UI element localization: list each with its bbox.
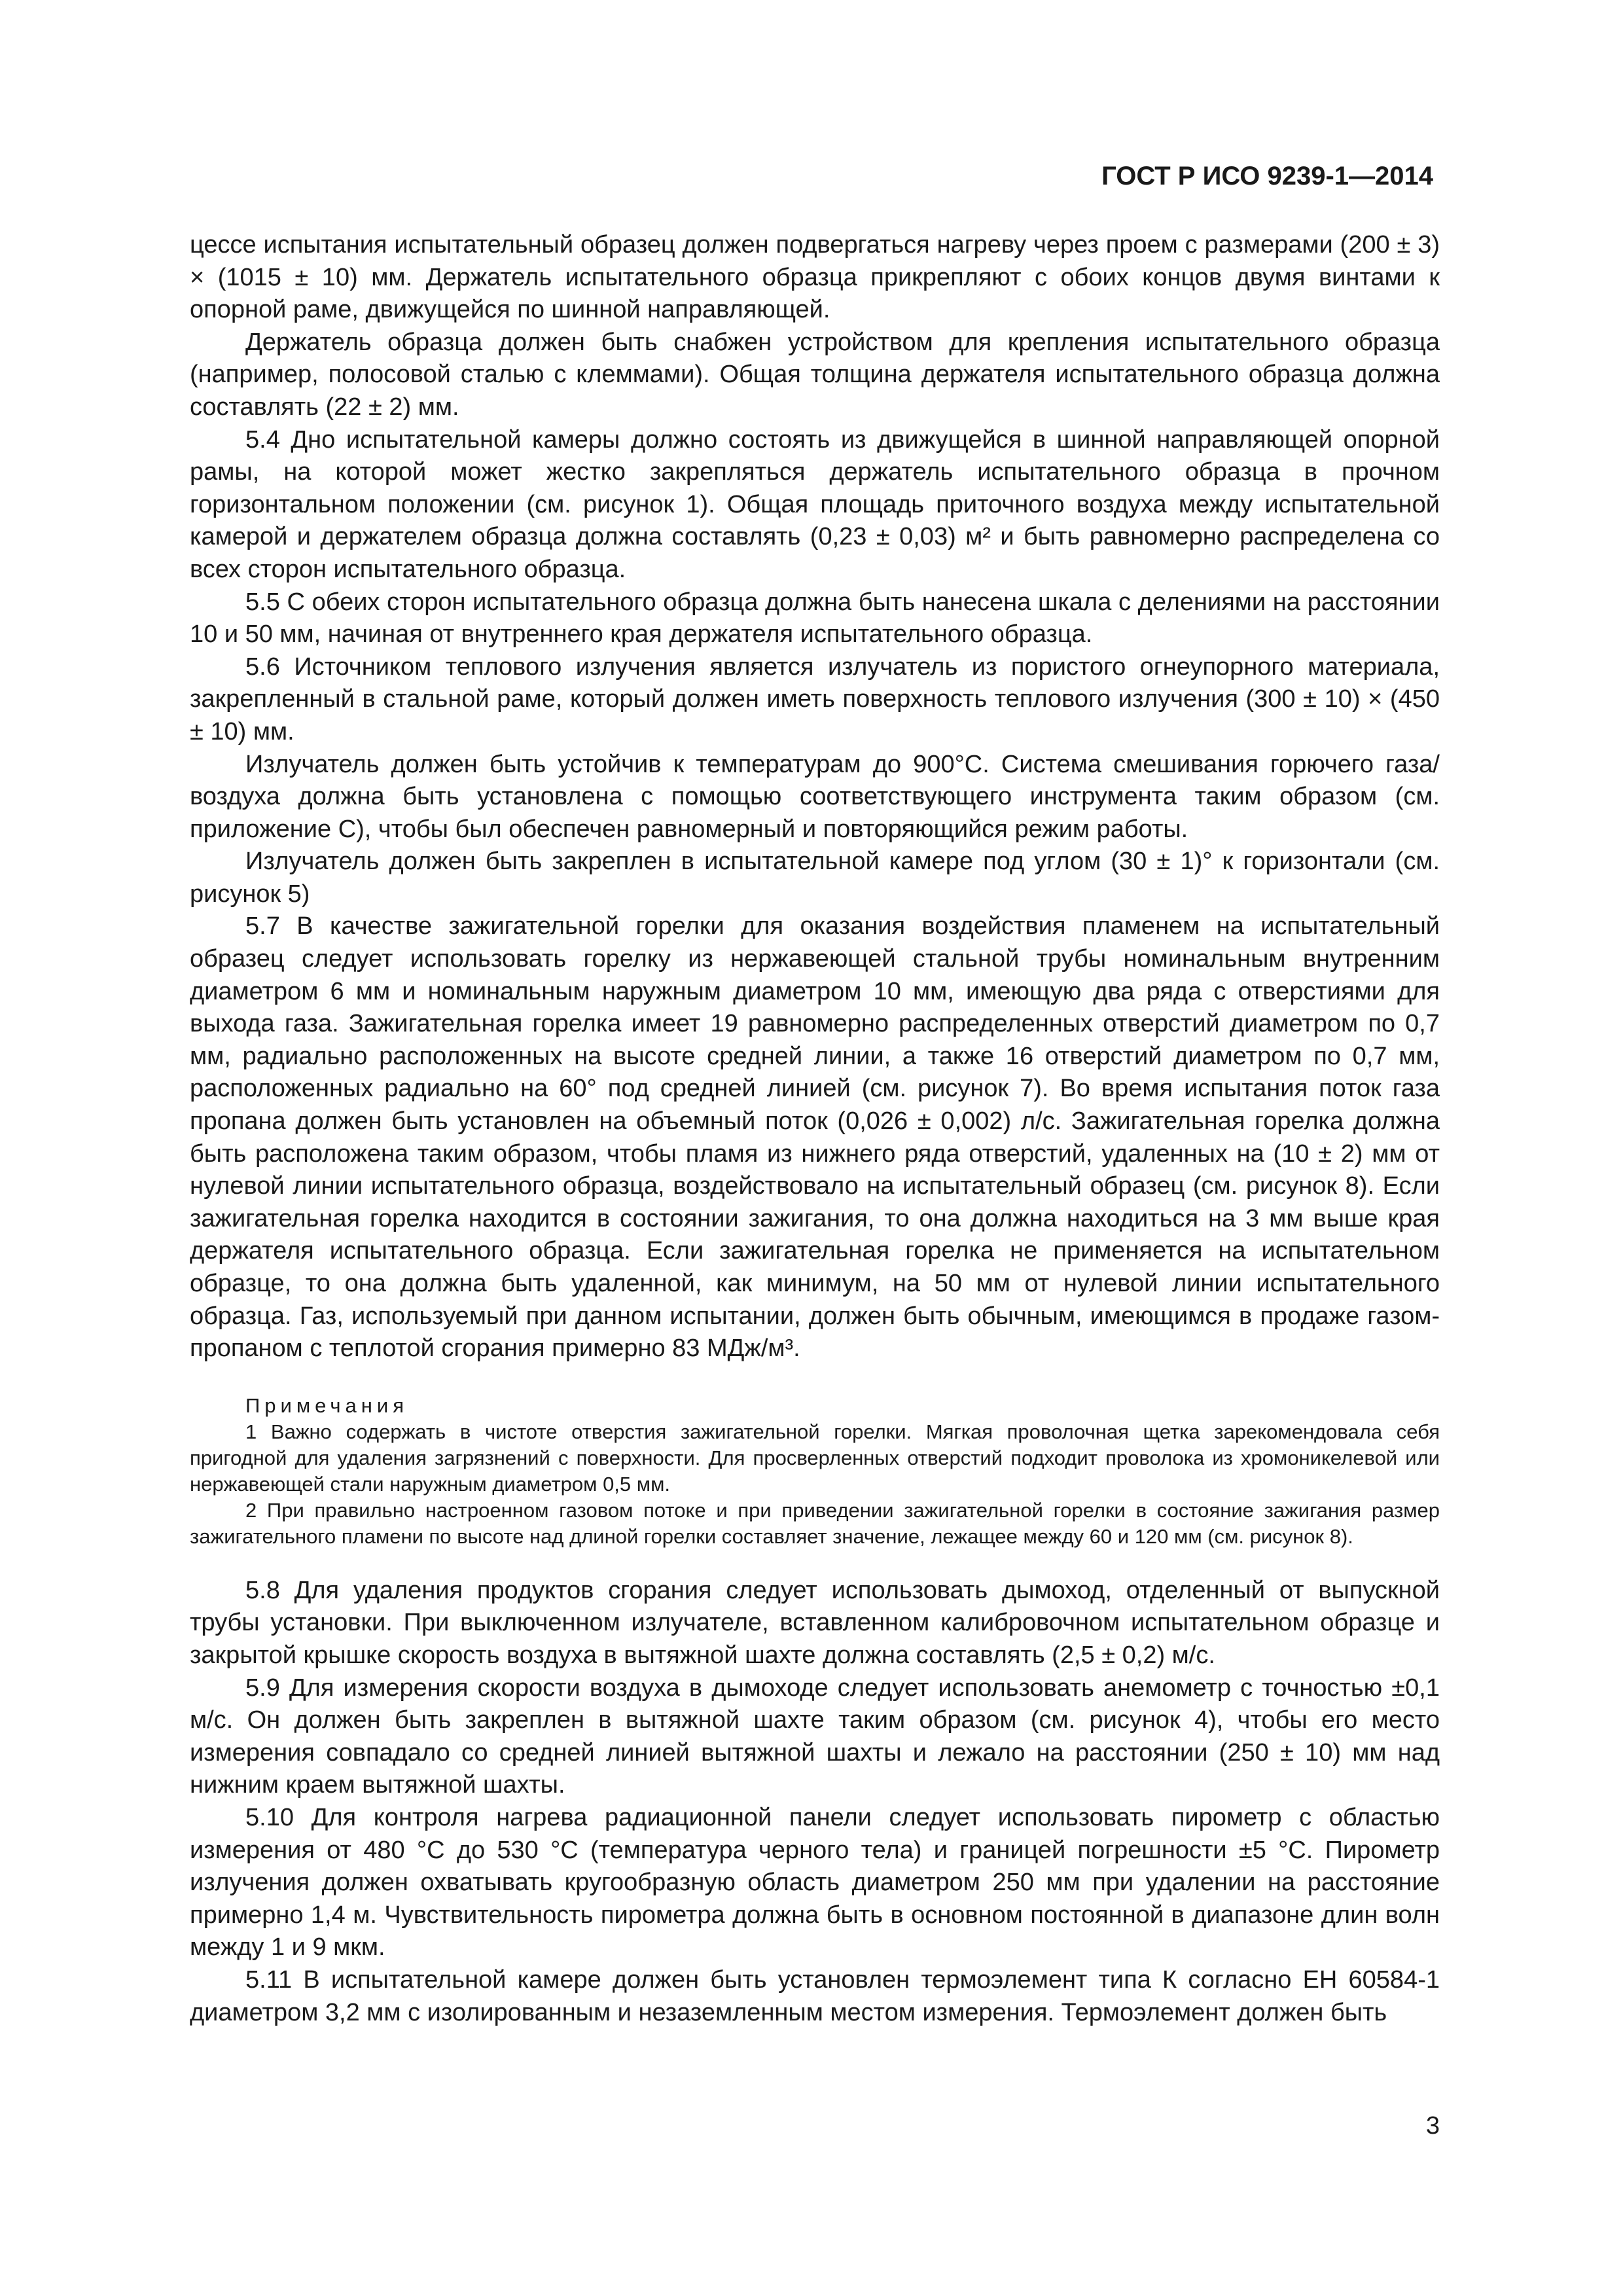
paragraph-5-9: 5.9 Для измерения скорости воздуха в дымоходе следует использовать анемометр с точностью ±0,1 м/с. Он должен быть закреплен в вытяжной шахте таким образом (см. рисунок 4), чтобы его место измерения совпадало со средней линией вытяжной шахты и лежало на расстоянии (250 ± 10) мм над нижним краем вытяжной шахты. xyxy=(190,1674,1440,1799)
paragraph-5-6: 5.6 Источником теплового излучения является излучатель из пористого огнеупорного материала, закрепленный в стальной раме, который должен иметь поверхность теплового излучения (300 ± 10) × (450 ± 10) мм. xyxy=(190,653,1440,745)
paragraph-5-5: 5.5 С обеих сторон испытательного образца должна быть нанесена шкала с делениями на расстоянии 10 и 50 мм, начиная от внутреннего края держателя испытательного образца. xyxy=(190,588,1440,649)
notes-block xyxy=(190,1393,1440,1550)
paragraph-holder: Держатель образца должен быть снабжен устройством для крепления испытательного образца (например, полосовой сталью с клеммами). Общая толщина держателя испытательного образца должна составлять (22 ± 2) мм. xyxy=(190,328,1440,421)
paragraph-5-8: 5.8 Для удаления продуктов сгорания следует использовать дымоход, отделенный от выпускной трубы установки. При выключенном излучателе, вставленном калибровочном испытательном образце и закрытой крышке скорость воздуха в вытяжной шахте должна составлять (2,5 ± 0,2) м/с. xyxy=(190,1576,1440,1669)
paragraph-radiator-stability: Излучатель должен быть устойчив к температурам до 900°С. Система смешивания горючего газа/воздуха должна быть установлена с помощью соответствующего инструмента таким образом (см. приложение С), чтобы был обеспечен равномерный и повторяющийся режим работы. xyxy=(190,750,1440,843)
page-number: 3 xyxy=(1425,2112,1440,2140)
document-header: ГОСТ Р ИСО 9239-1—2014 xyxy=(1101,162,1433,190)
document-body xyxy=(190,229,1440,2029)
note-item-2: 2 При правильно настроенном газовом потоке и при приведении зажигательной горелки в состояние зажигания размер зажигательного пламени по высоте над длиной горелки составляет значение, лежащее между 60 и 120 мм (см. рисунок 8). xyxy=(190,1498,1440,1548)
paragraph-5-4: 5.4 Дно испытательной камеры должно состоять из движущейся в шинной направляющей опорной рамы, на которой может жестко закрепляться держатель испытательного образца в прочном горизонтальном положении (см. рисунок 1). Общая площадь приточного воздуха между испытательной камерой и держателем образца должна составлять (0,23 ± 0,03) м² и быть равномерно распределена со всех сторон испытательного образца. xyxy=(190,425,1440,583)
paragraph-5-10: 5.10 Для контроля нагрева радиационной панели следует использовать пирометр с областью измерения от 480 °С до 530 °С (температура черного тела) и границей погрешности ±5 °С. Пирометр излучения должен охватывать кругообразную область диаметром 250 мм при удалении на расстояние примерно 1,4 м. Чувствительность пирометра должна быть в основном постоянной в диапазоне длин волн между 1 и 9 мкм. xyxy=(190,1803,1440,1962)
paragraph-5-7: 5.7 В качестве зажигательной горелки для оказания воздействия пламенем на испытательный образец следует использовать горелку из нержавеющей стальной трубы номинальным внутренним диаметром 6 мм и номинальным наружным диаметром 10 мм, имеющую два ряда с отверстиями для выхода газа. Зажигательная горелка имеет 19 равномерно распределенных отверстий диаметром по 0,7 мм, радиально расположенных на высоте средней линии, а также 16 отверстий диаметром по 0,7 мм, расположенных радиально на 60° под средней линией (см. рисунок 7). Во время испытания поток газа пропана должен быть установлен на объемный поток (0,026 ± 0,002) л/с. Зажигательная горелка должна быть расположена таким образом, чтобы пламя из нижнего ряда отверстий, удаленных на (10 ± 2) мм от нулевой линии испытательного образца, воздействовало на испытательный образец (см. рисунок 8). Если зажигательная горелка находится в состоянии зажигания, то она должна находиться на 3 мм выше края держателя испытательного образца. Если зажигательная горелка не применяется на испытательном образце, то она должна быть удаленной, как минимум, на 50 мм от нулевой линии испытательного образца. Газ, используемый при данном испытании, должен быть обычным, имеющимся в продаже газом-пропаном с теплотой сгорания примерно 83 МДж/м³. xyxy=(190,912,1440,1363)
paragraph-continuation: цессе испытания испытательный образец должен подвергаться нагреву через проем с размерами (200 ± 3) × (1015 ± 10) мм. Держатель испытательного образца прикрепляют с обоих концов двумя винтами к опорной раме, движущейся по шинной направляющей. xyxy=(190,231,1440,324)
paragraph-radiator-angle: Излучатель должен быть закреплен в испытательной камере под углом (30 ± 1)° к горизонтали (см. рисунок 5) xyxy=(190,848,1440,908)
notes-title: Примечания xyxy=(245,1393,408,1417)
paragraph-5-11: 5.11 В испытательной камере должен быть установлен термоэлемент типа К согласно ЕН 60584-1 диаметром 3,2 мм с изолированным и незаземленным местом измерения. Термоэлемент должен быть xyxy=(190,1965,1440,2026)
note-item-1: 1 Важно содержать в чистоте отверстия зажигательной горелки. Мягкая проволочная щетка зарекомендовала себя пригодной для удаления загрязнений с поверхности. Для просверленных отверстий подходит проволока из хромоникелевой или нержавеющей стали наружным диаметром 0,5 мм. xyxy=(190,1420,1440,1496)
